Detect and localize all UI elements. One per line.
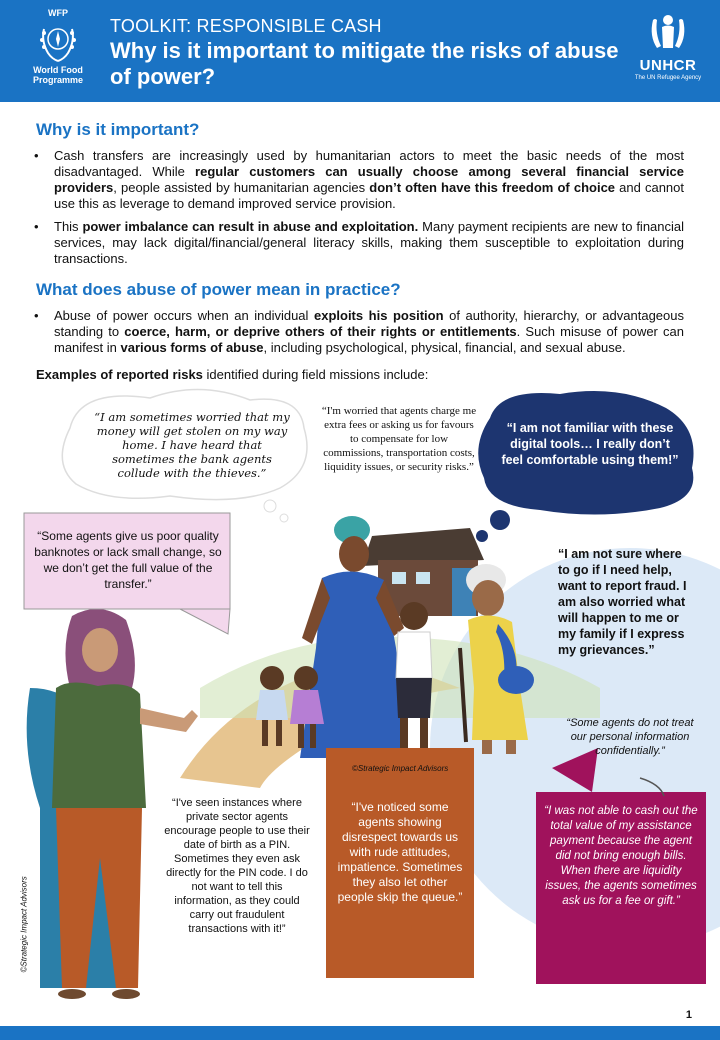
text-bold: regular customers can usually choose among several financial service providers: [54, 164, 684, 195]
quote-9-text: “I was not able to cash out the total value of my assistance payment because the agent did not bring enough bills. When there are liquidity issues, the agents sometimes ask us for a fee or gift.”: [544, 805, 698, 907]
wfp-logo: [22, 8, 94, 92]
quote-6-text: “Some agents do not treat our personal information confidentially.”: [566, 717, 694, 757]
quote-3: [498, 420, 682, 468]
quote-8: [336, 800, 464, 905]
text-run: of authority, hierarchy, or advantageous standing to: [54, 308, 684, 339]
why-bullet-2: [32, 219, 684, 267]
wfp-logo-line2: World Food: [33, 65, 83, 75]
quote-7-text: “I've seen instances where private sector agents encourage people to use their date of birth as a PIN. Sometimes they even ask directly for the PIN code. I do not want to tell this information, as they could carry out fraudulent transactions with it!”: [164, 797, 310, 935]
quote-4: [32, 528, 224, 592]
quote-8-text: “I've noticed some agents showing disrespect towards us with rude attitudes, impatience. Sometimes they also let other people skip the queue.”: [337, 800, 463, 904]
quote-7: [164, 796, 310, 936]
quote-5: [558, 546, 690, 658]
unhcr-name: UNHCR: [639, 57, 697, 74]
quote-6: [566, 716, 694, 758]
image-credit-side: ©Strategic Impact Advisors: [19, 876, 29, 973]
examples-intro: [36, 367, 428, 382]
text-run: . Such misuse of power can manifest in: [54, 324, 684, 355]
illustration-scene: [0, 388, 720, 1020]
toolkit-subtitle: TOOLKIT: RESPONSIBLE CASH: [110, 16, 382, 36]
quote-2-text: “I'm worried that agents charge me extra fees or asking us for favours to compensate for low commissions, transportation costs, liquidity issues, or security risks.”: [321, 405, 477, 473]
bullet-dot: •: [34, 219, 39, 234]
practice-bullet-1: [32, 308, 684, 356]
text-bold: power imbalance can result in abuse and exploitation.: [82, 219, 419, 234]
unhcr-tagline: The UN Refugee Agency: [634, 75, 702, 81]
text-run: Cash transfers are increasingly used by humanitarian actors to meet the basic needs of the most disadvantaged. While: [54, 148, 684, 179]
page-title: Why is it important to mitigate the risks of abuse of power?: [110, 38, 619, 89]
image-credit-center: ©Strategic Impact Advisors: [352, 764, 449, 773]
unhcr-logo: [630, 12, 706, 81]
text-run: Abuse of power occurs when an individual: [54, 308, 314, 323]
wfp-logo-line3: Programme: [32, 75, 84, 85]
header-banner: [0, 0, 720, 102]
illustration-area: [0, 388, 720, 1020]
page-number: 1: [685, 1009, 692, 1021]
quote-3-text: “I am not familiar with these digital tools… I really don’t feel comfortable using them!”: [501, 421, 679, 467]
why-bullet-list: [32, 148, 684, 274]
why-bullet-1: [32, 148, 684, 212]
text-bold: don’t often have this freedom of choice: [369, 180, 616, 195]
quote-1: [90, 410, 294, 480]
text-run: and cannot use this as leverage to demand improved service provision.: [54, 180, 684, 211]
quote-9: [544, 804, 698, 909]
bullet-dot: •: [34, 148, 39, 163]
text-run: Many payment recipients are new to financial services, may lack digital/financial/general literacy skills, making them susceptible to exploitation during transactions.: [54, 219, 685, 266]
wfp-wreath-icon: [38, 19, 78, 65]
practice-bullet-list: [32, 308, 684, 363]
section-heading-why: Why is it important?: [36, 120, 200, 139]
text-bold: exploits his position: [313, 308, 444, 323]
text-run: , people assisted by humanitarian agencies: [113, 180, 370, 195]
quote-4-text: “Some agents give us poor quality banknotes or lack small change, so we don’t get the full value of the transfer.”: [34, 529, 222, 591]
section-heading-practice: What does abuse of power mean in practice?: [36, 280, 401, 299]
quote-5-text: “I am not sure where to go if I need help, want to report fraud. I am also worried what will happen to me or my family if I express my grievances.”: [558, 547, 687, 657]
unhcr-hands-icon: [645, 12, 691, 52]
text-run: This: [54, 219, 83, 234]
text-bold: various forms of abuse: [120, 340, 264, 355]
quote-2: [320, 404, 478, 474]
bullet-dot: •: [34, 308, 39, 323]
text-run: identified during field missions include:: [202, 367, 429, 382]
text-bold: coerce, harm, or deprive others of their rights or entitlements: [124, 324, 517, 339]
quote-1-text: “I am sometimes worried that my money will get stolen on my way home. I have heard that sometimes the bank agents collude with the thieves.”: [94, 410, 290, 480]
wfp-logo-acronym: WFP: [48, 8, 68, 18]
text-bold: Examples of reported risks: [36, 367, 203, 382]
text-run: , including psychological, physical, financial, and sexual abuse.: [263, 340, 626, 355]
footer-bar: [0, 1026, 720, 1040]
